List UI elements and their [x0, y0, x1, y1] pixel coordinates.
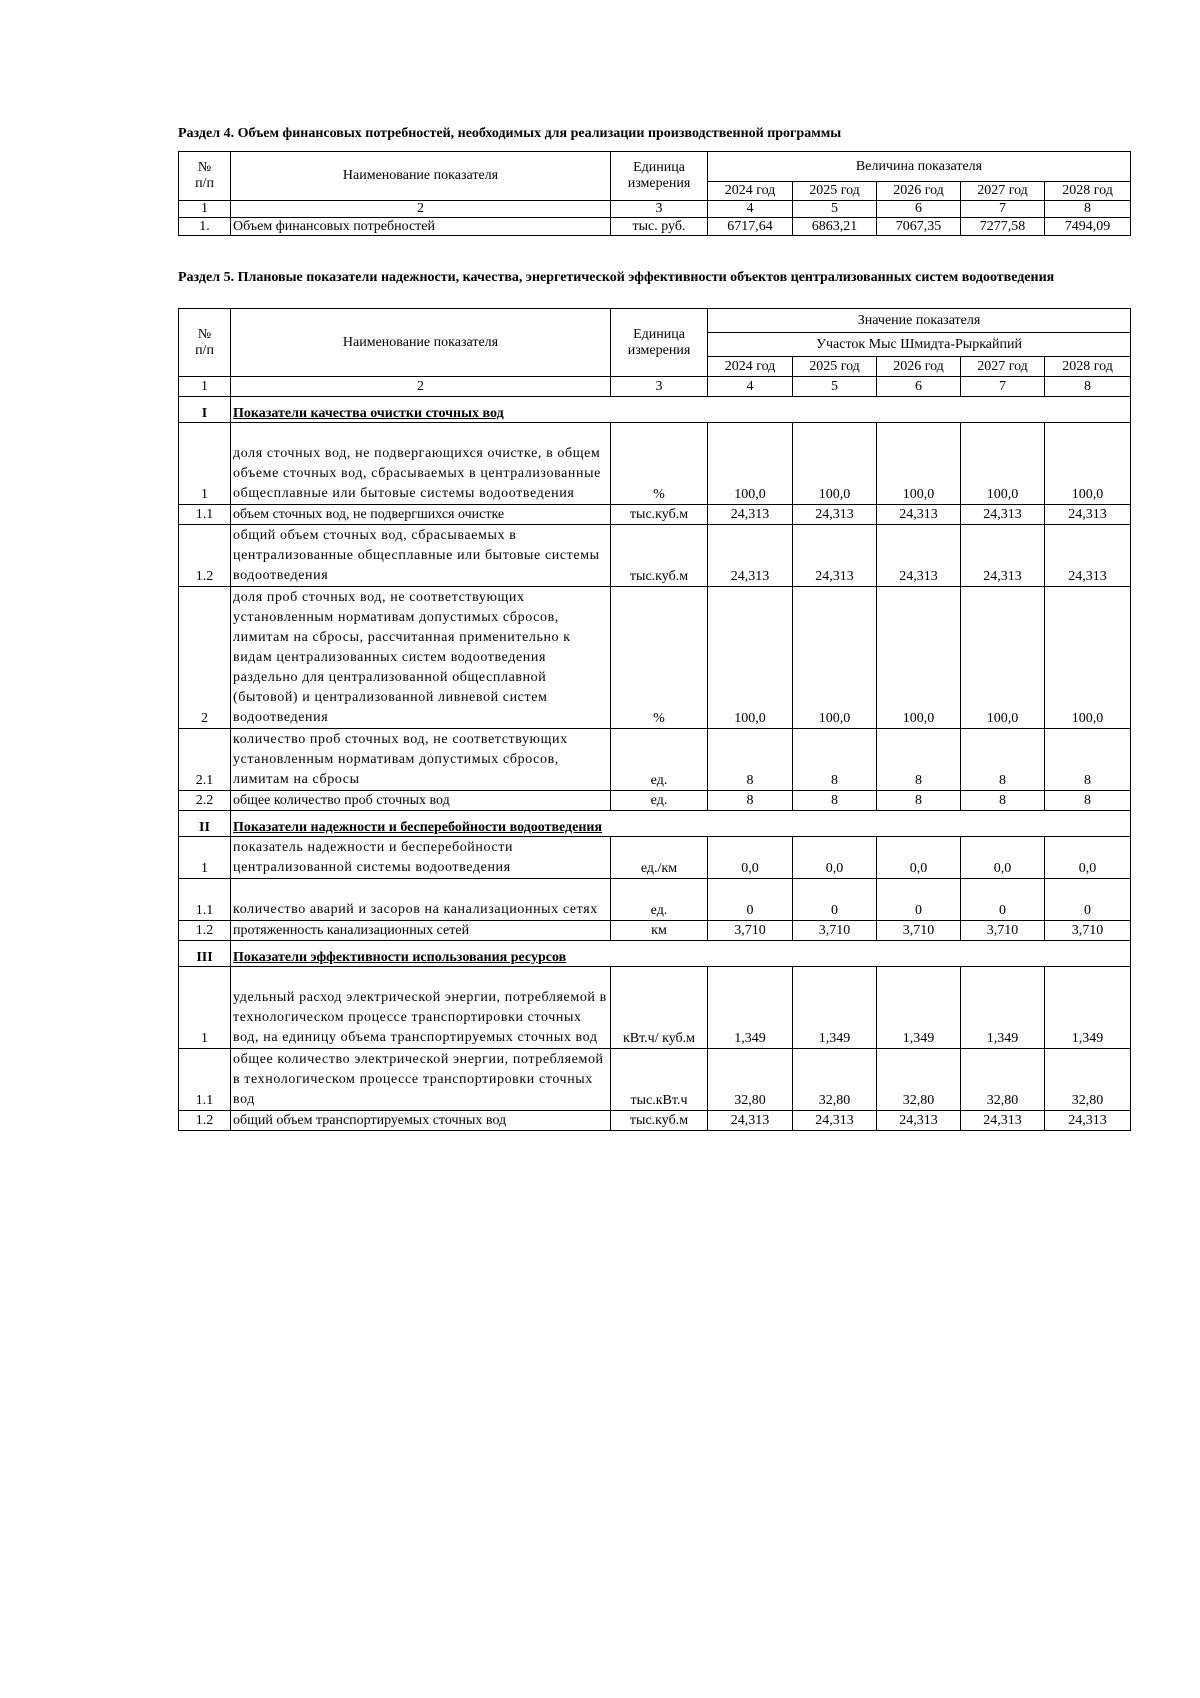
row-value: 8 [1045, 729, 1131, 791]
section5-title: Раздел 5. Плановые показатели надежности, качества, энергетической эффективности объектов централизованных систем водоотведения [178, 270, 1055, 285]
header-name: Наименование показателя [231, 152, 611, 201]
row-value: 0,0 [877, 837, 961, 879]
row-name: доля проб сточных вод, не соответствующих установленным нормативам допустимых сбросов, лимитам на сбросы, рассчитанная применительно к видам централизованных систем водоотведения раздельно для централизованной общесплавной (бытовой) и централизованной ливневой систем водоотведения [231, 587, 611, 729]
section5-body [179, 397, 1131, 1131]
row-num: 1.2 [179, 921, 231, 941]
row-name: Объем финансовых потребностей [231, 218, 611, 236]
column-number: 5 [793, 377, 877, 397]
header-area: Участок Мыс Шмидта-Рыркайпий [708, 333, 1131, 357]
row-value: 100,0 [793, 587, 877, 729]
row-name: удельный расход электрической энергии, потребляемой в технологическом процессе транспортировки сточных вод, на единицу объема транспортируемых сточных вод [231, 967, 611, 1049]
header-year: 2028 год [1045, 357, 1131, 377]
row-unit: ед. [611, 879, 708, 921]
header-num: № п/п [179, 152, 231, 201]
row-num: 1.2 [179, 1111, 231, 1131]
header-year: 2024 год [708, 357, 793, 377]
row-value: 3,710 [961, 921, 1045, 941]
group-num: I [179, 397, 231, 423]
row-value: 3,710 [1045, 921, 1131, 941]
header-year: 2025 год [793, 357, 877, 377]
column-number: 2 [231, 201, 611, 218]
row-value: 0,0 [961, 837, 1045, 879]
header-year: 2026 год [877, 182, 961, 201]
table-row [179, 1049, 1131, 1111]
column-number: 4 [708, 377, 793, 397]
row-value: 24,313 [1045, 525, 1131, 587]
header-year: 2026 год [877, 357, 961, 377]
row-value: 1,349 [961, 967, 1045, 1049]
column-number: 3 [611, 377, 708, 397]
row-value: 7494,09 [1045, 218, 1131, 236]
row-num: 1.1 [179, 879, 231, 921]
column-number-row [179, 377, 1131, 397]
row-unit: ед. [611, 729, 708, 791]
row-value: 0 [708, 879, 793, 921]
row-value: 100,0 [1045, 587, 1131, 729]
row-value: 100,0 [708, 587, 793, 729]
row-unit: % [611, 587, 708, 729]
row-value: 100,0 [877, 423, 961, 505]
row-value: 24,313 [1045, 1111, 1131, 1131]
table-row [179, 423, 1131, 505]
group-header-row [179, 397, 1131, 423]
table-row [179, 791, 1131, 811]
row-value: 3,710 [708, 921, 793, 941]
row-num: 2.2 [179, 791, 231, 811]
row-value: 1,349 [877, 967, 961, 1049]
row-unit: кВт.ч/ куб.м [611, 967, 708, 1049]
row-value: 24,313 [793, 1111, 877, 1131]
group-title: Показатели эффективности использования ресурсов [231, 941, 1131, 967]
row-value: 24,313 [708, 505, 793, 525]
column-number: 3 [611, 201, 708, 218]
row-num: 1. [179, 218, 231, 236]
column-number: 1 [179, 377, 231, 397]
row-value: 24,313 [877, 525, 961, 587]
row-value: 8 [961, 791, 1045, 811]
row-value: 100,0 [708, 423, 793, 505]
row-name: протяженность канализационных сетей [231, 921, 611, 941]
column-number: 5 [793, 201, 877, 218]
row-name: объем сточных вод, не подвергшихся очистке [231, 505, 611, 525]
column-number: 6 [877, 377, 961, 397]
row-num: 1 [179, 423, 231, 505]
row-value: 100,0 [961, 423, 1045, 505]
row-value: 6863,21 [793, 218, 877, 236]
row-num: 2.1 [179, 729, 231, 791]
column-number: 6 [877, 201, 961, 218]
table-row [179, 525, 1131, 587]
row-value: 8 [877, 791, 961, 811]
header-num: № п/п [179, 309, 231, 377]
row-value: 8 [708, 791, 793, 811]
row-unit: тыс.куб.м [611, 505, 708, 525]
row-value: 24,313 [708, 525, 793, 587]
row-value: 8 [877, 729, 961, 791]
column-number: 1 [179, 201, 231, 218]
row-value: 24,313 [793, 505, 877, 525]
group-title: Показатели надежности и бесперебойности водоотведения [231, 811, 1131, 837]
row-value: 24,313 [961, 1111, 1045, 1131]
table-row [179, 837, 1131, 879]
row-value: 8 [708, 729, 793, 791]
row-name: количество проб сточных вод, не соответствующих установленным нормативам допустимых сбросов, лимитам на сбросы [231, 729, 611, 791]
column-number: 7 [961, 201, 1045, 218]
column-number: 8 [1045, 201, 1131, 218]
row-unit: тыс.куб.м [611, 1111, 708, 1131]
row-value: 32,80 [1045, 1049, 1131, 1111]
header-year: 2027 год [961, 357, 1045, 377]
row-name: общий объем сточных вод, сбрасываемых в централизованные общесплавные или бытовые системы водоотведения [231, 525, 611, 587]
row-value: 8 [793, 729, 877, 791]
group-num: II [179, 811, 231, 837]
header-year: 2027 год [961, 182, 1045, 201]
row-num: 1 [179, 967, 231, 1049]
header-year: 2028 год [1045, 182, 1131, 201]
header-year: 2025 год [793, 182, 877, 201]
row-value: 0,0 [708, 837, 793, 879]
row-value: 7277,58 [961, 218, 1045, 236]
header-unit: Единица измерения [611, 152, 708, 201]
row-value: 24,313 [708, 1111, 793, 1131]
row-unit: ед./км [611, 837, 708, 879]
row-name: общее количество проб сточных вод [231, 791, 611, 811]
header-name: Наименование показателя [231, 309, 611, 377]
row-num: 2 [179, 587, 231, 729]
table-row [179, 879, 1131, 921]
row-value: 0,0 [793, 837, 877, 879]
row-name: количество аварий и засоров на канализационных сетях [231, 879, 611, 921]
header-year: 2024 год [708, 182, 793, 201]
row-value: 3,710 [877, 921, 961, 941]
group-header-row [179, 811, 1131, 837]
row-value: 32,80 [961, 1049, 1045, 1111]
row-name: общий объем транспортируемых сточных вод [231, 1111, 611, 1131]
row-value: 8 [961, 729, 1045, 791]
header-value: Значение показателя [708, 309, 1131, 333]
row-name: общее количество электрической энергии, потребляемой в технологическом процессе транспортировки сточных вод [231, 1049, 611, 1111]
row-value: 8 [793, 791, 877, 811]
column-number: 2 [231, 377, 611, 397]
row-unit: км [611, 921, 708, 941]
column-number: 8 [1045, 377, 1131, 397]
row-num: 1 [179, 837, 231, 879]
row-name: показатель надежности и бесперебойности централизованной системы водоотведения [231, 837, 611, 879]
row-value: 100,0 [1045, 423, 1131, 505]
row-unit: тыс.куб.м [611, 525, 708, 587]
header-value: Величина показателя [708, 152, 1131, 182]
row-value: 24,313 [961, 505, 1045, 525]
table-row [179, 587, 1131, 729]
row-value: 24,313 [877, 505, 961, 525]
row-value: 0 [1045, 879, 1131, 921]
column-number-row [179, 201, 1131, 218]
header-unit: Единица измерения [611, 309, 708, 377]
row-value: 24,313 [793, 525, 877, 587]
row-value: 7067,35 [877, 218, 961, 236]
section5-table [178, 308, 1131, 1131]
row-unit: ед. [611, 791, 708, 811]
row-num: 1.2 [179, 525, 231, 587]
row-num: 1.1 [179, 505, 231, 525]
row-value: 100,0 [793, 423, 877, 505]
row-value: 8 [1045, 791, 1131, 811]
row-value: 100,0 [877, 587, 961, 729]
row-value: 32,80 [708, 1049, 793, 1111]
row-value: 3,710 [793, 921, 877, 941]
row-value: 100,0 [961, 587, 1045, 729]
row-unit: тыс. руб. [611, 218, 708, 236]
section4-table [178, 151, 1131, 236]
row-value: 24,313 [961, 525, 1045, 587]
group-num: III [179, 941, 231, 967]
group-title: Показатели качества очистки сточных вод [231, 397, 1131, 423]
column-number: 4 [708, 201, 793, 218]
row-value: 1,349 [708, 967, 793, 1049]
row-value: 0 [877, 879, 961, 921]
table-row [179, 967, 1131, 1049]
row-value: 0 [793, 879, 877, 921]
row-value: 0,0 [1045, 837, 1131, 879]
row-value: 1,349 [1045, 967, 1131, 1049]
row-unit: тыс.кВт.ч [611, 1049, 708, 1111]
row-value: 1,349 [793, 967, 877, 1049]
row-num: 1.1 [179, 1049, 231, 1111]
row-unit: % [611, 423, 708, 505]
row-value: 32,80 [793, 1049, 877, 1111]
table-row [179, 921, 1131, 941]
row-value: 32,80 [877, 1049, 961, 1111]
row-value: 6717,64 [708, 218, 793, 236]
group-header-row [179, 941, 1131, 967]
table-row [179, 729, 1131, 791]
column-number: 7 [961, 377, 1045, 397]
section4-title: Раздел 4. Объем финансовых потребностей, необходимых для реализации производственной программы [178, 126, 842, 141]
row-value: 24,313 [1045, 505, 1131, 525]
row-name: доля сточных вод, не подвергающихся очистке, в общем объеме сточных вод, сбрасываемых в централизованные общесплавные или бытовые системы водоотведения [231, 423, 611, 505]
table-row [179, 218, 1131, 236]
table-row [179, 505, 1131, 525]
table-row [179, 1111, 1131, 1131]
row-value: 0 [961, 879, 1045, 921]
row-value: 24,313 [877, 1111, 961, 1131]
